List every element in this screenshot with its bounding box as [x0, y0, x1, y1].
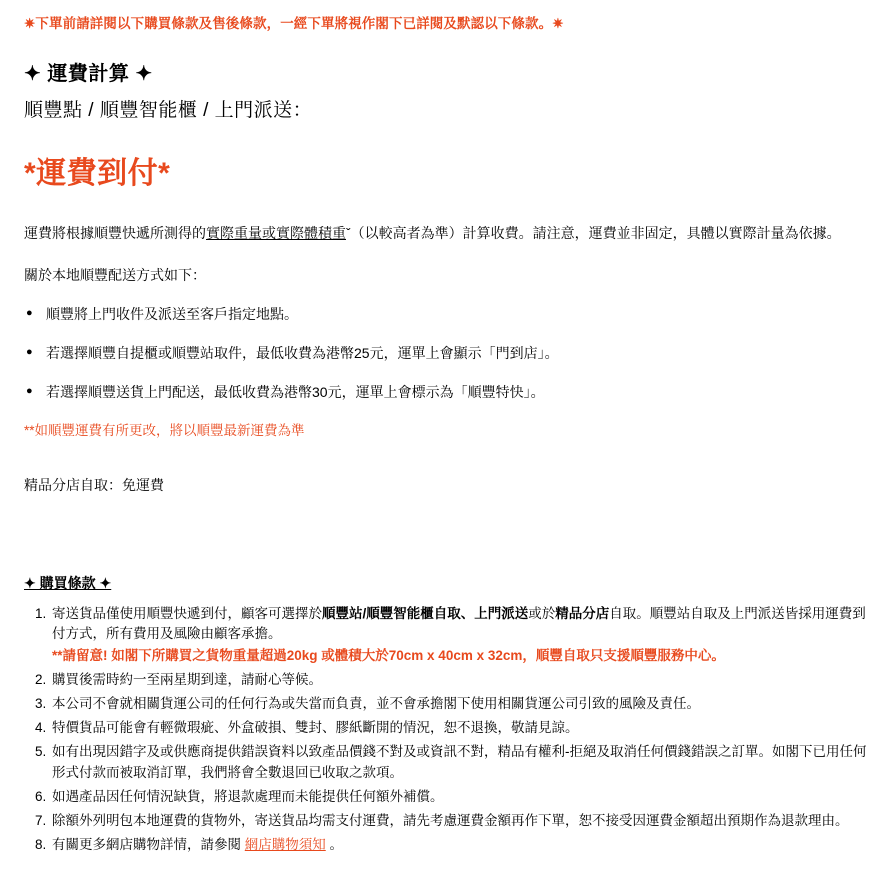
- list-item: 6. 如遇產品因任何情況缺貨，將退款處理而未能提供任何額外補償。: [50, 787, 870, 808]
- list-item: ● 順豐將上門收件及派送至客戶指定地點。: [24, 304, 870, 325]
- term-8-part-1: 有關更多網店購物詳情，請參閱: [52, 836, 245, 852]
- local-delivery-intro: 關於本地順豐配送方式如下：: [24, 267, 206, 283]
- list-item: [50, 835, 870, 856]
- list-item: 5. 如有出現因錯字及或供應商提供錯誤資料以致產品價錢不對及或資訊不對，精品有權利-拒絕及取消任何價錢錯誤之訂單。如閣下已用任何形式付款而被取消訂單，我們將會全數退回已收取之款項。: [50, 742, 870, 784]
- purchase-terms-list: [24, 604, 870, 856]
- shipping-intro-paragraph: [24, 222, 870, 244]
- list-item: ● 若選擇順豐自提櫃或順豐站取件，最低收費為港幣25元，運單上會顯示「門到店」。: [24, 343, 870, 364]
- term-8-part-3: 。: [325, 836, 344, 852]
- purchase-terms-heading: ✦ 購買條款 ✦: [24, 575, 112, 592]
- shipping-calculation-heading: ✦ 運費計算 ✦: [24, 62, 153, 85]
- cod-title: *運費到付*: [24, 157, 171, 191]
- shipping-bullet-list: [24, 304, 870, 403]
- term-1-weight-notice: **請留意! 如閣下所購買之貨物重量超過20kg 或體積大於70cm x 40cm x 32cm，順豐自取只支援順豐服務中心。: [52, 648, 725, 664]
- list-item: 4. 特價貨品可能會有輕微瑕疵、外盒破損、雙封、膠紙斷開的情況，恕不退換，敬請見諒。: [50, 718, 870, 739]
- shipping-intro-underline: 實際重量或實際體積重: [206, 224, 346, 241]
- store-pickup-free-note: 精品分店自取：免運費: [24, 476, 164, 493]
- term-1-part-1: 寄送貨品僅使用順豐快遞到付，顧客可選擇於: [52, 605, 322, 621]
- list-item: 2. 購買後需時約一至兩星期到達，請耐心等候。: [50, 670, 870, 691]
- top-warning-banner: ✷下單前請詳閱以下購買條款及售後條款，一經下單將視作閣下已詳閱及默認以下條款。✷: [24, 16, 564, 31]
- term-1-part-2: 順豐站/順豐智能櫃自取、上門派送: [322, 605, 529, 621]
- term-1-part-4: 精品分店: [555, 605, 610, 621]
- shipping-fee-change-note: **如順豐運費有所更改，將以順豐最新運費為準: [24, 423, 305, 439]
- list-item: 3. 本公司不會就相關貨運公司的任何行為或失當而負責，並不會承擔閣下使用相關貨運公司引致的風險及責任。: [50, 694, 870, 715]
- term-1-part-5: 自取。順豐站自取及上門派送皆採用運費到付方式，所有費用及風險由顧客承擔。: [52, 605, 866, 642]
- list-item: 7. 除額外列明包本地運費的貨物外，寄送貨品均需支付運費，請先考慮運費金額再作下單，恕不接受因運費金額超出預期作為退款理由。: [50, 811, 870, 832]
- list-item: [50, 604, 870, 668]
- shopping-notice-link[interactable]: 網店購物須知: [244, 836, 326, 852]
- shipping-intro-part1: 運費將根據順豐快遞所測得的: [24, 224, 206, 241]
- shipping-intro-part2: ˇ（以較高者為準）計算收費。請注意，運費並非固定，具體以實際計量為依據。: [346, 224, 841, 241]
- term-1-part-3: 或於: [528, 605, 556, 621]
- list-item: ● 若選擇順豐送貨上門配送，最低收費為港幣30元，運單上會標示為「順豐特快」。: [24, 382, 870, 403]
- shipping-methods-heading: 順豐點 / 順豐智能櫃 / 上門派送：: [24, 99, 313, 121]
